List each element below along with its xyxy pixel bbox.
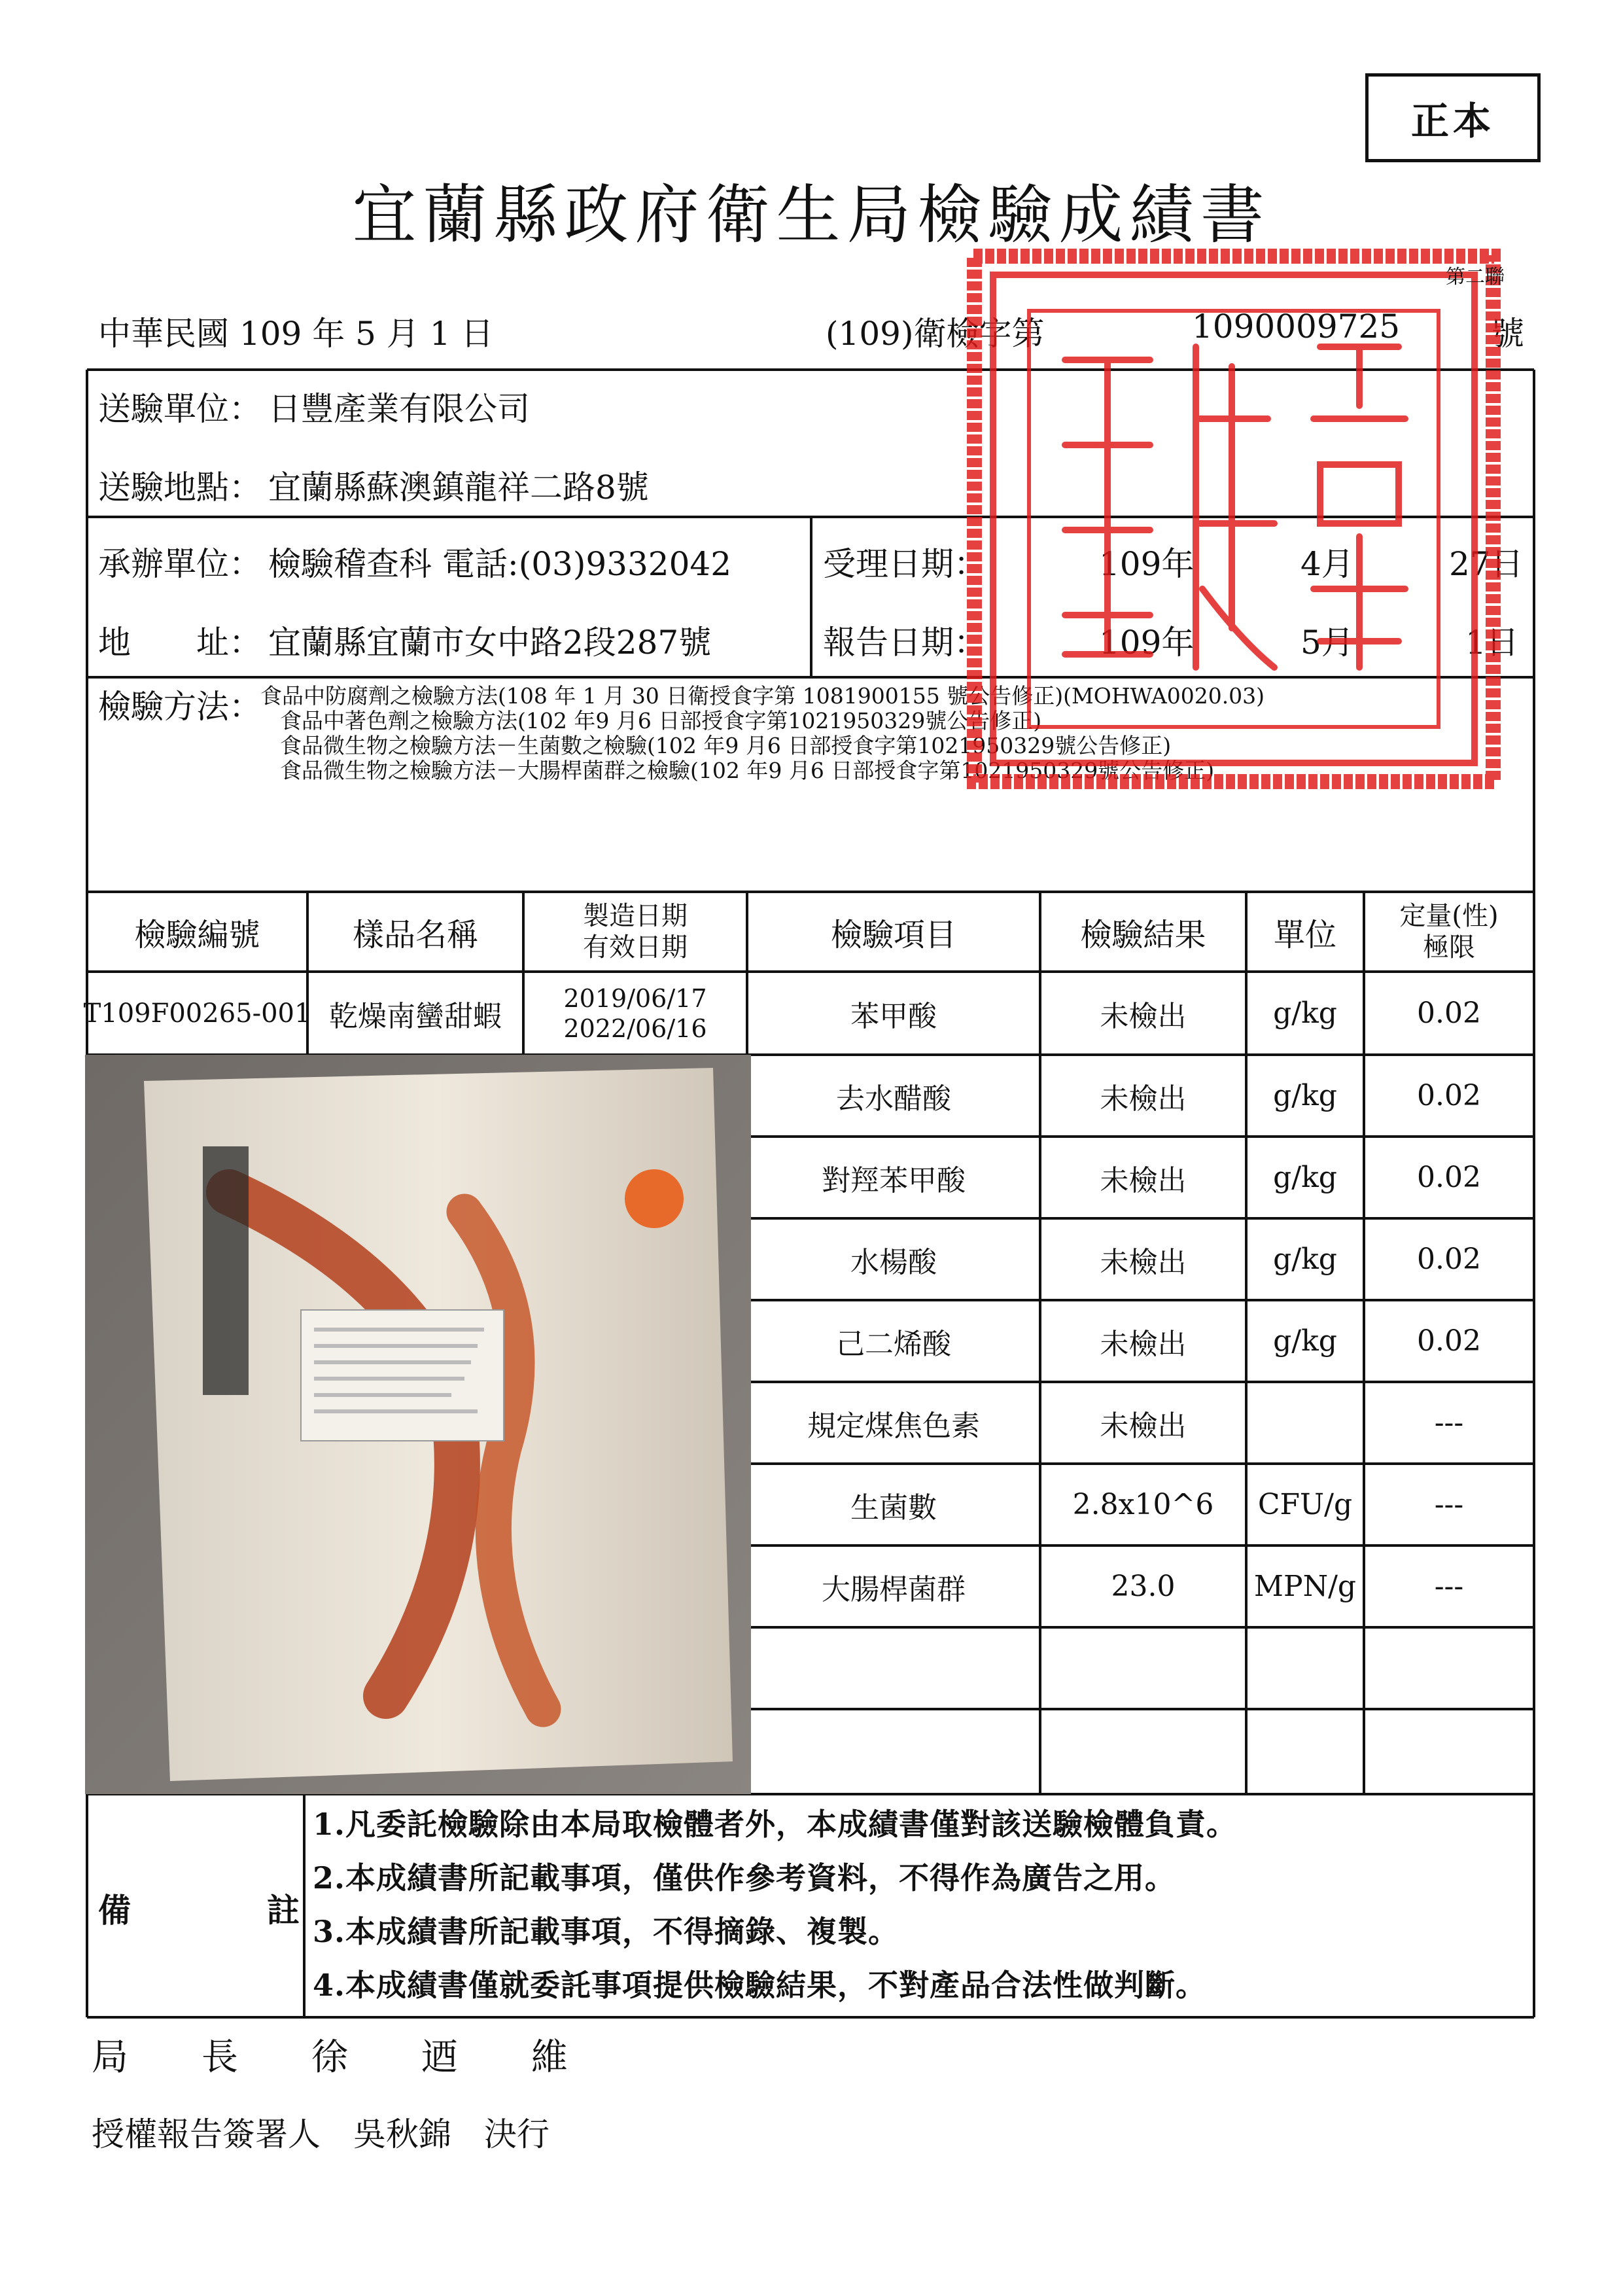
test-limit: 0.02 (1417, 997, 1481, 1030)
test-limit: --- (1434, 1406, 1464, 1439)
test-unit: MPN/g (1253, 1570, 1357, 1603)
test-limit: --- (1434, 1570, 1464, 1603)
test-item: 大腸桿菌群 (822, 1572, 966, 1606)
test-unit: CFU/g (1257, 1488, 1353, 1521)
header-mfg-date: 製造日期 (583, 901, 688, 931)
test-item: 生菌數 (850, 1491, 937, 1525)
office-address-value: 宜蘭縣宜蘭市女中路2段287號 (268, 624, 712, 662)
method-line-2: 食品中著色劑之檢驗方法(102 年9 月6 日部授食字第1021950329號公告修正) (280, 708, 1042, 733)
methods-label: 檢驗方法： (98, 688, 262, 726)
test-unit (1246, 1382, 1364, 1464)
received-year: 109年 (1099, 545, 1195, 583)
remark-4: 4.本成績書僅就委託事項提供檢驗結果，不對產品合法性做判斷。 (313, 1968, 1207, 2003)
document-number-prefix: (109)衛檢字第 (826, 315, 1045, 353)
handler-value: 檢驗稽查科 電話:(03)9332042 (268, 545, 732, 583)
sample-photo (85, 1055, 751, 1794)
sample-dates (523, 972, 747, 1055)
received-date-label: 受理日期： (823, 545, 986, 583)
copy-mark: 正本 (1365, 73, 1541, 162)
test-result: 2.8x10^6 (1072, 1488, 1214, 1521)
method-line-3: 食品微生物之檢驗方法－生菌數之檢驗(102 年9 月6 日部授食字第1021950329號公告修正) (280, 733, 1172, 758)
remark-3: 3.本成績書所記載事項，不得摘錄、複製。 (313, 1914, 899, 1949)
test-result: 未檢出 (1100, 1163, 1187, 1197)
header-sample-name: 樣品名稱 (352, 916, 478, 953)
sample-name: 乾燥南蠻甜蝦 (329, 999, 502, 1033)
received-day: 27日 (1449, 545, 1524, 583)
director-line: 局 長 徐 迺 維 (92, 2036, 568, 2079)
official-seal (967, 249, 1501, 789)
document-number-suffix: 號 (1492, 315, 1524, 353)
issue-date: 中華民國 109 年 5 月 1 日 (98, 315, 494, 353)
sample-id: T109F00265-001 (83, 998, 311, 1029)
handler-label: 承辦單位： (98, 545, 262, 583)
remark-2: 2.本成績書所記載事項，僅供作參考資料，不得作為廣告之用。 (313, 1860, 1176, 1896)
document-number: 1090009725 (1192, 308, 1401, 345)
header-test-item: 檢驗項目 (830, 916, 956, 953)
test-unit: g/kg (1273, 1079, 1337, 1112)
copy-number: 第二聯 (1446, 266, 1505, 289)
test-item: 己二烯酸 (836, 1327, 951, 1361)
submit-address-value: 宜蘭縣蘇澳鎮龍祥二路8號 (268, 468, 649, 506)
document-title: 宜蘭縣政府衛生局檢驗成績書 (352, 178, 1271, 253)
submitter-label: 送驗單位： (98, 390, 262, 428)
test-item: 苯甲酸 (850, 999, 937, 1033)
report-day: 1日 (1465, 624, 1519, 662)
report-date-label: 報告日期： (823, 624, 986, 662)
received-month: 4月 (1300, 545, 1354, 583)
test-result: 23.0 (1111, 1570, 1176, 1603)
test-unit: g/kg (1273, 997, 1337, 1030)
test-limit: 0.02 (1417, 1324, 1481, 1358)
test-unit: g/kg (1273, 1324, 1337, 1358)
test-limit: 0.02 (1417, 1079, 1481, 1112)
test-item: 去水醋酸 (836, 1082, 951, 1116)
test-item: 水楊酸 (850, 1245, 937, 1279)
remarks-label-left: 備 (98, 1891, 131, 1930)
submit-address-label: 送驗地點： (98, 468, 262, 506)
header-sample-id: 檢驗編號 (134, 916, 260, 953)
mfg-date: 2019/06/17 (563, 983, 707, 1013)
header-exp-date: 有效日期 (583, 932, 688, 963)
method-line-4: 食品微生物之檢驗方法－大腸桿菌群之檢驗(102 年9 月6 日部授食字第1021950329號公告修正) (280, 758, 1215, 783)
test-result: 未檢出 (1100, 1327, 1187, 1361)
test-item: 對羥苯甲酸 (822, 1163, 966, 1197)
header-unit: 單位 (1273, 916, 1336, 953)
test-result: 未檢出 (1100, 1245, 1187, 1279)
remarks-label-right: 註 (267, 1891, 300, 1930)
test-result: 未檢出 (1100, 999, 1187, 1033)
test-unit: g/kg (1273, 1243, 1337, 1276)
test-limit: 0.02 (1417, 1243, 1481, 1276)
exp-date: 2022/06/16 (563, 1014, 707, 1043)
signer-line: 授權報告簽署人 吳秋錦 決行 (92, 2115, 550, 2153)
remark-1: 1.凡委託檢驗除由本局取檢體者外，本成績書僅對該送驗檢體負責。 (313, 1807, 1238, 1842)
test-item: 規定煤焦色素 (807, 1409, 980, 1443)
report-year: 109年 (1099, 624, 1195, 662)
header-limit: 定量(性) 極限 (1399, 901, 1499, 963)
office-address-label: 地 址： (98, 624, 262, 662)
header-dates (523, 892, 747, 972)
test-unit: g/kg (1273, 1161, 1337, 1194)
test-result: 未檢出 (1100, 1082, 1187, 1116)
method-line-1: 食品中防腐劑之檢驗方法(108 年 1 月 30 日衛授食字第 1081900155 號公告修正)(MOHWA0020.03) (260, 683, 1265, 709)
test-limit: --- (1434, 1488, 1464, 1521)
header-test-result: 檢驗結果 (1080, 916, 1206, 953)
report-month: 5月 (1300, 624, 1354, 662)
test-result: 未檢出 (1100, 1409, 1187, 1443)
test-limit: 0.02 (1417, 1161, 1481, 1194)
submitter-value: 日豐產業有限公司 (268, 390, 530, 428)
